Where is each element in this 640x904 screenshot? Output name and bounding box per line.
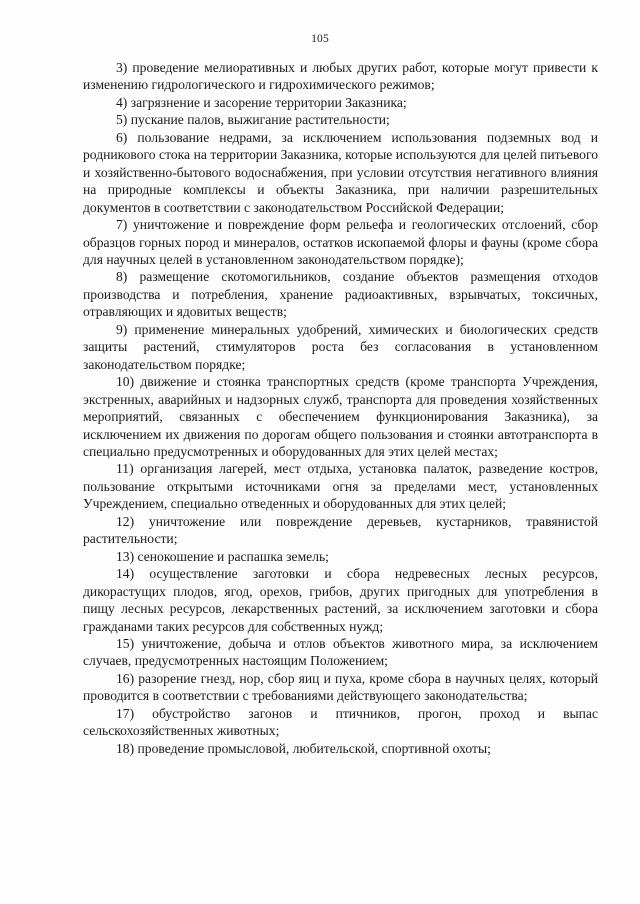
list-item: 5) пускание палов, выжигание растительности; [116,112,390,128]
list-item: 10) движение и стоянка транспортных средств (кроме транспорта Учреждения, экстренных, аварийных и надзорных служб, транспорта для проведения хозяйственных мероприятий, связанных с обеспечением функционирования Заказника), за исключением их движения по дорогам общего пользования и стоянки автотранспорта в специально предусмотренных и оборудованных для этих целей местах; [83,374,598,459]
list-item: 9) применение минеральных удобрений, химических и биологических средств защиты растений, стимуляторов роста без согласования в установленном законодательством порядке; [83,321,598,372]
page-number: 105 [311,33,329,45]
list-item: 3) проведение мелиоративных и любых других работ, которые могут привести к изменению гидрологического и гидрохимического режимов; [83,60,598,93]
list-item: 6) пользование недрами, за исключением использования подземных вод и родникового стока на территории Заказника, которые используются для целей питьевого и хозяйственно-бытового водоснабжения, при условии отсутствия негативного влияния на природные комплексы и объекты Заказника, при наличии разрешительных документов в соответствии с законодательством Российской Федерации; [83,129,598,215]
list-item: 17) обустройство загонов и птичников, прогон, проход и выпас сельскохозяйственных животных; [83,705,598,739]
list-item: 15) уничтожение, добыча и отлов объектов животного мира, за исключением случаев, предусмотренных настоящим Положением; [83,635,598,669]
list-item: 12) уничтожение или повреждение деревьев, кустарников, травянистой растительности; [83,513,598,547]
list-item: 18) проведение промысловой, любительской, спортивной охоты; [116,740,491,756]
list-item: 13) сенокошение и распашка земель; [116,548,329,564]
list-item: 11) организация лагерей, мест отдыха, установка палаток, разведение костров, пользование открытыми источниками огня за пределами мест, установленных Учреждением, специально отведенных и оборудованных для этих целей; [83,461,598,512]
prohibited-activities-list [83,59,598,757]
list-item: 8) размещение скотомогильников, создание объектов размещения отходов производства и потребления, хранение радиоактивных, взрывчатых, токсичных, отравляющих и ядовитых веществ; [83,269,598,320]
list-item: 4) загрязнение и засорение территории Заказника; [116,94,407,110]
list-item: 14) осуществление заготовки и сбора недревесных лесных ресурсов, дикорастущих плодов, ягод, орехов, грибов, других пригодных для употребления в пищу лесных ресурсов, лекарственных растений, за исключением заготовки и сбора гражданами таких ресурсов для собственных нужд; [83,566,598,634]
list-item: 16) разорение гнезд, нор, сбор яиц и пуха, кроме сбора в научных целях, который проводится в соответствии с требованиями действующего законодательства; [83,670,598,704]
list-item: 7) уничтожение и повреждение форм рельефа и геологических отслоений, сбор образцов горных пород и минералов, остатков ископаемой флоры и фауны (кроме сбора для научных целей в установленном законодательством порядке); [83,217,598,267]
